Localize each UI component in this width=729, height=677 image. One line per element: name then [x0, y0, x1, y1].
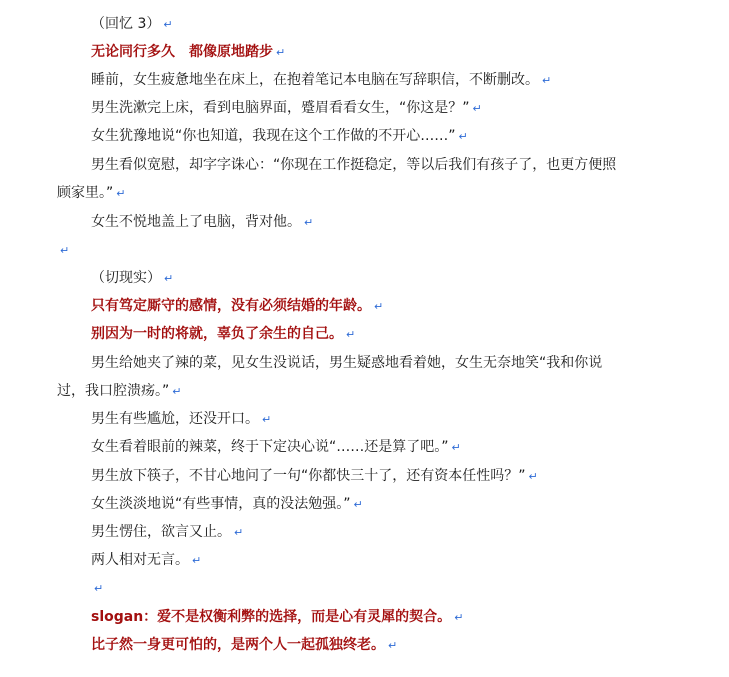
paragraph-mark-icon: ↵ [472, 102, 482, 115]
line-text: 男生洗漱完上床，看到电脑界面，蹙眉看看女生，“你这是？” [91, 100, 470, 116]
line-text: slogan：爱不是权衡利弊的选择，而是心有灵犀的契合。 [91, 609, 452, 625]
document-line [57, 607, 709, 627]
document-line [57, 155, 709, 175]
line-text: 男生给她夹了辣的菜，见女生没说话，男生疑惑地看着她，女生无奈地笑“我和你说 [91, 355, 603, 371]
paragraph-mark-icon: ↵ [234, 526, 244, 539]
paragraph-mark-icon: ↵ [451, 441, 461, 454]
document-line [57, 126, 709, 146]
document-line [57, 42, 709, 62]
paragraph-mark-icon: ↵ [304, 216, 314, 229]
document-line [57, 409, 709, 429]
document-line [57, 212, 709, 232]
document-line [57, 324, 709, 344]
line-text: 顾家里。” [57, 185, 114, 201]
line-text: 女生淡淡地说“有些事情，真的没法勉强。” [91, 496, 351, 512]
document-line [57, 578, 709, 598]
paragraph-mark-icon: ↵ [172, 385, 182, 398]
line-text: 过，我口腔溃疡。” [57, 383, 170, 399]
paragraph-mark-icon: ↵ [346, 328, 356, 341]
paragraph-mark-icon: ↵ [163, 18, 173, 31]
paragraph-mark-icon: ↵ [116, 187, 126, 200]
line-text: （回忆 3） [91, 16, 161, 32]
paragraph-mark-icon: ↵ [528, 470, 538, 483]
line-text: 男生看似宽慰，却字字诛心：“你现在工作挺稳定，等以后我们有孩子了，也更方便照 [91, 157, 617, 173]
paragraph-mark-icon: ↵ [60, 244, 70, 257]
document-line [57, 466, 709, 486]
document-line [57, 494, 709, 514]
paragraph-mark-icon: ↵ [454, 611, 464, 624]
line-text: 男生愣住，欲言又止。 [91, 524, 231, 540]
paragraph-mark-icon: ↵ [262, 413, 272, 426]
document-line [57, 381, 709, 401]
paragraph-mark-icon: ↵ [192, 554, 202, 567]
line-text: 只有笃定厮守的感情，没有必须结婚的年龄。 [91, 298, 371, 314]
paragraph-mark-icon: ↵ [374, 300, 384, 313]
line-text: 男生放下筷子，不甘心地问了一句“你都快三十了，还有资本任性吗？” [91, 468, 526, 484]
line-text: （切现实） [91, 270, 161, 286]
document-line [57, 98, 709, 118]
paragraph-mark-icon: ↵ [164, 272, 174, 285]
document-line [57, 240, 709, 260]
document-line [57, 550, 709, 570]
line-text: 女生看着眼前的辣菜，终于下定决心说“……还是算了吧。” [91, 439, 449, 455]
document-line [57, 522, 709, 542]
document-line [57, 635, 709, 655]
line-text: 无论同行多久 都像原地踏步 [91, 44, 273, 60]
line-text: 女生犹豫地说“你也知道，我现在这个工作做的不开心……” [91, 128, 456, 144]
document-line [57, 183, 709, 203]
paragraph-mark-icon: ↵ [94, 582, 104, 595]
document-line [57, 437, 709, 457]
paragraph-mark-icon: ↵ [353, 498, 363, 511]
line-text: 男生有些尴尬，还没开口。 [91, 411, 259, 427]
document-line [57, 268, 709, 288]
paragraph-mark-icon: ↵ [276, 46, 286, 59]
document-line [57, 14, 709, 34]
document-line [57, 353, 709, 373]
line-text: 女生不悦地盖上了电脑，背对他。 [91, 214, 301, 230]
line-text: 比子然一身更可怕的，是两个人一起孤独终老。 [91, 637, 385, 653]
line-text: 睡前，女生疲惫地坐在床上，在抱着笔记本电脑在写辞职信，不断删改。 [91, 72, 539, 88]
document-line [57, 70, 709, 90]
paragraph-mark-icon: ↵ [458, 130, 468, 143]
paragraph-mark-icon: ↵ [388, 639, 398, 652]
line-text: 别因为一时的将就，辜负了余生的自己。 [91, 326, 343, 342]
document-line [57, 296, 709, 316]
paragraph-mark-icon: ↵ [542, 74, 552, 87]
line-text: 两人相对无言。 [91, 552, 189, 568]
